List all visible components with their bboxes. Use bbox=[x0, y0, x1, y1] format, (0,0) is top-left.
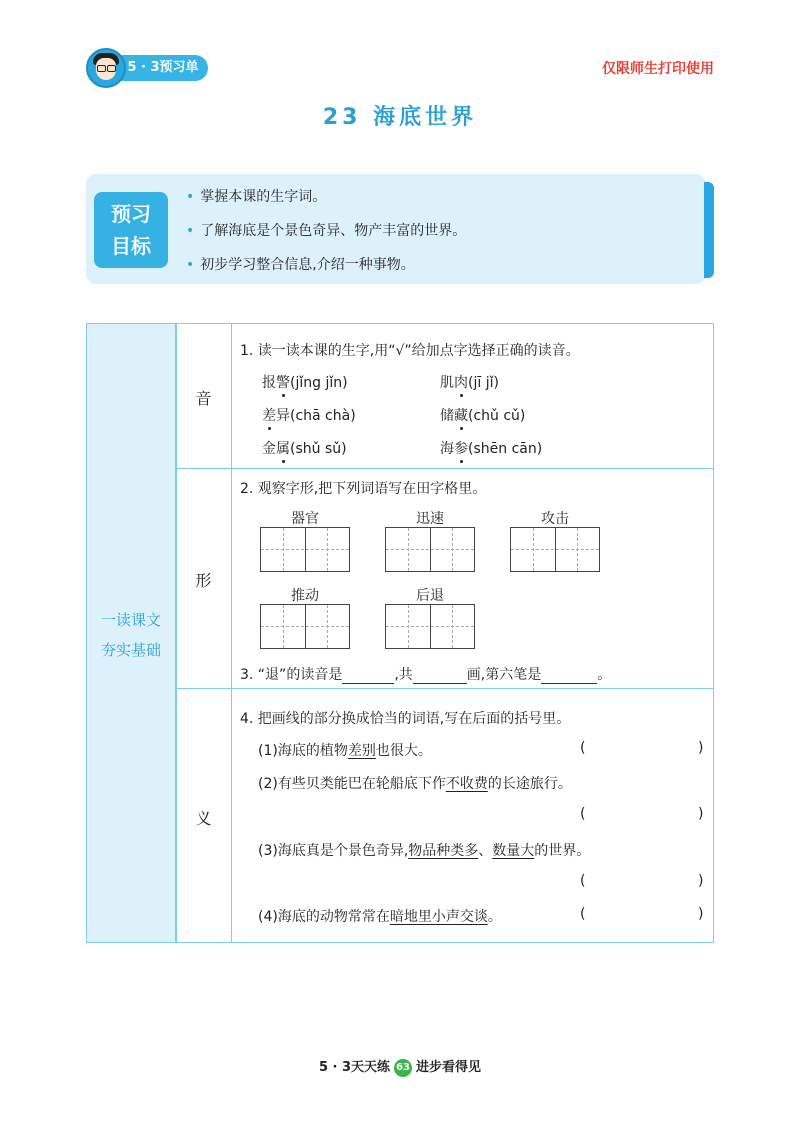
q4-sentence-1: (1)海底的植物差别也很大。 bbox=[258, 743, 432, 759]
q4-sentence-4: (4)海底的动物常常在暗地里小声交谈。 bbox=[258, 909, 502, 925]
answer-paren-open[interactable]: ( bbox=[580, 906, 586, 922]
answer-paren-open[interactable]: ( bbox=[580, 806, 586, 822]
q1-item-1: 报警(jǐng jǐn) bbox=[262, 375, 348, 391]
mascot-logo-icon bbox=[86, 48, 126, 88]
answer-blank[interactable] bbox=[413, 669, 467, 684]
category-shape: 形 bbox=[195, 571, 212, 590]
writing-grid[interactable] bbox=[385, 604, 475, 649]
writing-grid[interactable] bbox=[510, 527, 600, 572]
series-label: 5 · 3预习单 bbox=[112, 55, 208, 81]
q1-item-4: 储藏(chǔ cǔ) bbox=[440, 408, 526, 424]
goals-panel-edge bbox=[704, 182, 714, 278]
goal-item: • 了解海底是个景色奇异、物产丰富的世界。 bbox=[186, 223, 467, 239]
q1-item-5: 金属(shǔ sǔ) bbox=[262, 441, 347, 457]
column-divider bbox=[231, 323, 232, 943]
footer-left: 5 · 3天天练 bbox=[318, 1060, 391, 1075]
q1-item-2: 肌肉(jī jǐ) bbox=[440, 375, 499, 391]
word-label: 推动 bbox=[291, 588, 319, 604]
word-label: 攻击 bbox=[541, 511, 569, 527]
writing-grid[interactable] bbox=[385, 527, 475, 572]
bullet-icon: • bbox=[186, 257, 195, 273]
answer-paren-close: ) bbox=[698, 873, 704, 889]
bullet-icon: • bbox=[186, 223, 195, 239]
writing-grid[interactable] bbox=[260, 604, 350, 649]
goals-badge bbox=[94, 192, 168, 268]
answer-blank[interactable] bbox=[541, 669, 597, 684]
answer-paren-open[interactable]: ( bbox=[580, 740, 586, 756]
q4-prompt: 4. 把画线的部分换成恰当的词语,写在后面的括号里。 bbox=[240, 711, 571, 727]
answer-paren-close: ) bbox=[698, 906, 704, 922]
footer-right: 进步看得见 bbox=[416, 1060, 482, 1075]
answer-blank[interactable] bbox=[342, 669, 394, 684]
q1-prompt: 1. 读一读本课的生字,用“√”给加点字选择正确的读音。 bbox=[240, 343, 580, 359]
category-meaning: 义 bbox=[195, 809, 212, 828]
answer-paren-close: ) bbox=[698, 806, 704, 822]
answer-paren-close: ) bbox=[698, 740, 704, 756]
row-divider bbox=[176, 468, 714, 469]
writing-grid[interactable] bbox=[260, 527, 350, 572]
q1-item-3: 差异(chā chà) bbox=[262, 408, 356, 424]
goals-badge-line2: 目标 bbox=[111, 234, 151, 258]
goal-item: • 初步学习整合信息,介绍一种事物。 bbox=[186, 257, 415, 273]
page-number: 63 bbox=[394, 1059, 412, 1077]
word-label: 后退 bbox=[416, 588, 444, 604]
q4-sentence-3: (3)海底真是个景色奇异,物品种类多、数量大的世界。 bbox=[258, 843, 591, 859]
answer-paren-open[interactable]: ( bbox=[580, 873, 586, 889]
goal-item: • 掌握本课的生字词。 bbox=[186, 189, 327, 205]
q2-prompt: 2. 观察字形,把下列词语写在田字格里。 bbox=[240, 481, 487, 497]
page-footer bbox=[0, 1056, 800, 1077]
goals-badge-line1: 预习 bbox=[111, 202, 151, 226]
row-divider bbox=[176, 688, 714, 689]
page-title: 23 海底世界 bbox=[322, 105, 478, 130]
print-restriction-note: 仅限师生打印使用 bbox=[602, 61, 714, 77]
word-label: 迅速 bbox=[416, 511, 444, 527]
q1-item-6: 海参(shēn cān) bbox=[440, 441, 543, 457]
q3-line: 3. “退”的读音是 ,共 画,第六笔是 。 bbox=[240, 667, 612, 683]
category-sound: 音 bbox=[195, 389, 212, 408]
q4-sentence-2: (2)有些贝类能巴在轮船底下作不收费的长途旅行。 bbox=[258, 776, 572, 792]
bullet-icon: • bbox=[186, 189, 195, 205]
word-label: 器官 bbox=[291, 511, 319, 527]
section-label: 一读课文 夯实基础 bbox=[100, 611, 161, 659]
